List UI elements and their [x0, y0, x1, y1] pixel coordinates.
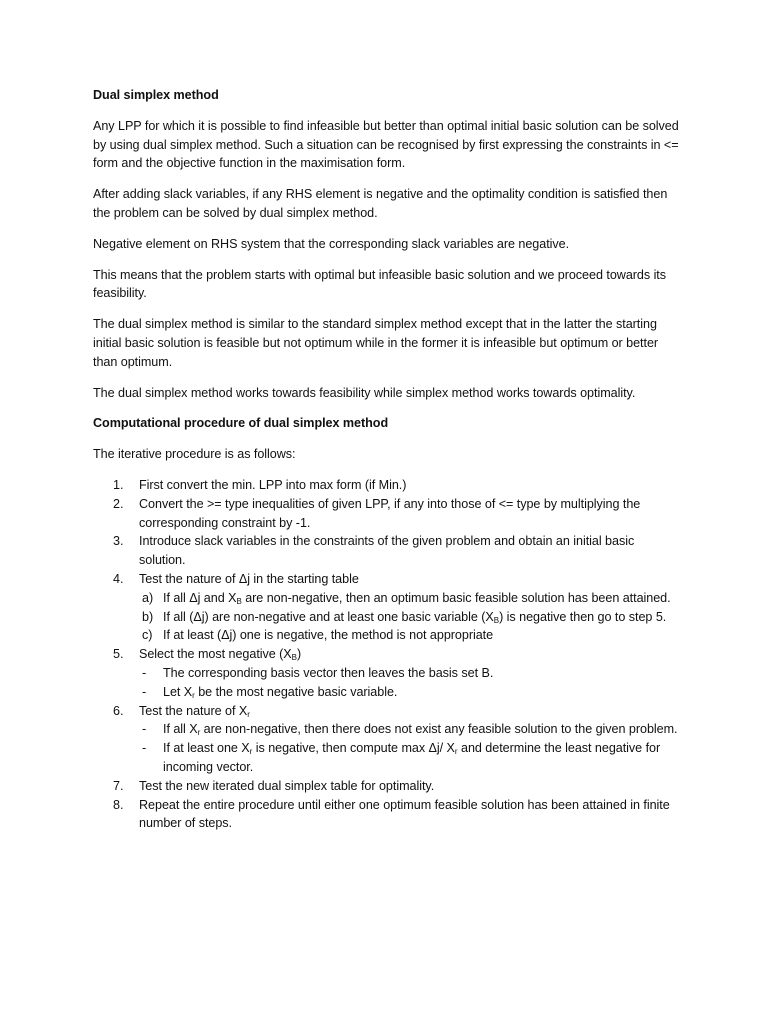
list-item — [93, 570, 683, 645]
step-text: Test the new iterated dual simplex table for optimality. — [139, 778, 435, 793]
subscript: r — [192, 690, 195, 700]
step-text: Introduce slack variables in the constraints of the given problem and obtain an initial basic solution. — [139, 534, 635, 568]
dash-marker: - — [142, 722, 147, 737]
sub-list — [139, 664, 683, 702]
sub-list-item — [139, 608, 683, 627]
paragraph: The dual simplex method is similar to the standard simplex method except that in the latter the starting initial basic solution is feasible but not optimum while in the former it is infeasible but optimum or better than optimum. — [93, 317, 659, 369]
subscript: B — [236, 596, 242, 606]
paragraph: Negative element on RHS system that the corresponding slack variables are negative. — [93, 236, 570, 251]
sub-list-item — [139, 589, 683, 608]
sub-text: are non-negative, then there does not exist any feasible solution to the given problem. — [200, 722, 678, 737]
subscript: r — [454, 747, 458, 757]
list-number: 1. — [113, 477, 124, 492]
sub-text: are non-negative, then an optimum basic feasible solution has been attained. — [241, 590, 671, 605]
sub-list-item — [139, 683, 683, 702]
step-text: Repeat the entire procedure until either one optimum feasible solution has been attained in finite number of steps. — [139, 797, 670, 831]
sub-text: be the most negative basic variable. — [194, 684, 398, 699]
list-number: 5. — [113, 647, 124, 662]
sub-text: The corresponding basis vector then leaves the basis set B. — [163, 665, 494, 680]
sub-list — [139, 720, 683, 776]
sub-text: If all (Δj) are non-negative and at least one basic variable (X — [163, 609, 494, 624]
subscript: B — [493, 615, 500, 625]
paragraph: After adding slack variables, if any RHS element is negative and the optimality condition is satisfied then the problem can be solved by dual simplex method. — [93, 187, 668, 220]
sub-text: If at least (Δj) one is negative, the method is not appropriate — [163, 628, 494, 643]
sub-text: Let X — [163, 684, 193, 699]
section-title: Dual simplex method — [93, 88, 219, 102]
dash-marker: - — [142, 741, 147, 756]
sub-text: If all X — [163, 722, 198, 737]
sub-list-item — [139, 664, 683, 683]
list-number: 4. — [113, 571, 124, 586]
step-text: Test the nature of Δj in the starting table — [139, 571, 359, 586]
subscript: r — [249, 747, 253, 757]
list-number: 3. — [113, 534, 124, 549]
step-text: Select the most negative (X — [139, 647, 292, 662]
list-number: 2. — [113, 496, 124, 511]
procedure-heading: Computational procedure of dual simplex method — [93, 416, 389, 431]
list-number: 8. — [113, 797, 124, 812]
paragraph: This means that the problem starts with optimal but infeasible basic solution and we proceed towards its feasibility. — [93, 267, 667, 301]
list-item — [93, 777, 683, 796]
step-text: First convert the min. LPP into max form (if Min.) — [139, 477, 407, 492]
procedure-steps — [93, 476, 683, 833]
sub-list — [139, 589, 683, 645]
list-item — [93, 645, 683, 701]
step-text: Test the nature of X — [139, 703, 248, 718]
sub-text: If all Δj and X — [163, 590, 237, 605]
sub-marker: a) — [142, 590, 154, 605]
list-item — [93, 495, 683, 533]
list-item — [93, 532, 683, 570]
sub-list-item — [139, 739, 683, 777]
subscript: B — [291, 653, 297, 663]
step-text: Convert the >= type inequalities of given LPP, if any into those of <= type by multiplying the corresponding constraint by -1. — [139, 496, 641, 530]
list-number: 6. — [113, 703, 124, 718]
sub-text: and determine the least negative for incoming vector. — [163, 741, 661, 774]
list-item — [93, 702, 683, 777]
step-text: ) — [296, 647, 302, 662]
dash-marker: - — [142, 684, 147, 699]
sub-list-item — [139, 720, 683, 739]
paragraph: The dual simplex method works towards feasibility while simplex method works towards optimality. — [93, 385, 636, 400]
procedure-intro: The iterative procedure is as follows: — [93, 447, 296, 462]
dash-marker: - — [142, 665, 147, 680]
sub-text: ) is negative then go to step 5. — [499, 609, 667, 624]
sub-marker: b) — [142, 609, 154, 624]
list-item — [93, 796, 683, 834]
sub-marker: c) — [142, 628, 153, 643]
sub-list-item — [139, 626, 683, 645]
sub-text: is negative, then compute max Δj/ X — [252, 741, 455, 756]
sub-text: If at least one X — [163, 741, 250, 756]
paragraph: Any LPP for which it is possible to find infeasible but better than optimal initial basic solution can be solved by using dual simplex method. Such a situation can be recognised by first expressing the constraints in <= form and the objective function in the maximisation form. — [93, 118, 679, 171]
subscript: r — [247, 709, 250, 719]
list-item — [93, 476, 683, 495]
subscript: r — [197, 728, 201, 738]
list-number: 7. — [113, 778, 124, 793]
document-body — [93, 86, 683, 833]
